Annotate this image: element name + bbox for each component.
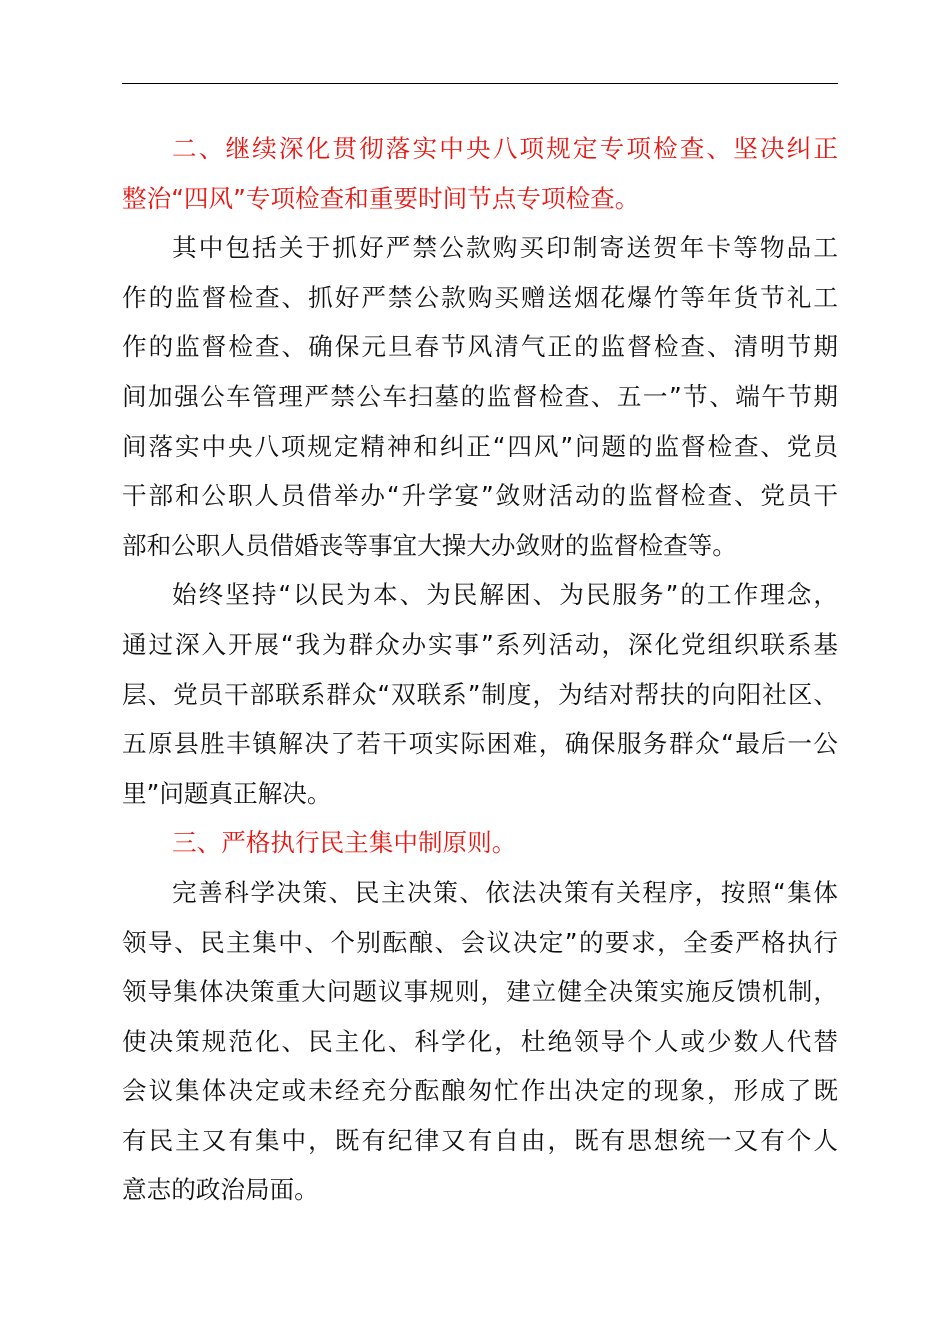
- text-line: 通过深入开展“我为群众办实事”系列活动，深化党组织联系基: [122, 629, 838, 659]
- text-line: 使决策规范化、民主化、科学化，杜绝领导个人或少数人代替: [122, 1026, 838, 1056]
- text-line: 间加强公车管理严禁公车扫墓的监督检查、五一”节、端午节期: [122, 381, 838, 411]
- text-line: 里”问题真正解决。: [122, 778, 332, 808]
- text-line: 二、继续深化贯彻落实中央八项规定专项检查、坚决纠正: [172, 134, 838, 163]
- text-line: 整治“四风”专项检查和重要时间节点专项检查。: [122, 183, 640, 213]
- text-line: 三、严格执行民主集中制原则。: [172, 828, 517, 858]
- text-line: 干部和公职人员借举办“升学宴”敛财活动的监督检查、党员干: [122, 481, 839, 511]
- text-line: 作的监督检查、确保元旦春节风清气正的监督检查、清明节期: [122, 332, 838, 362]
- text-line: 始终坚持“以民为本、为民解困、为民服务”的工作理念，: [172, 580, 838, 610]
- text-line: 完善科学决策、民主决策、依法决策有关程序，按照“集体: [172, 877, 838, 907]
- text-line: 会议集体决定或未经充分酝酿匆忙作出决定的现象，形成了既: [122, 1076, 838, 1106]
- text-line: 意志的政治局面。: [122, 1175, 319, 1205]
- section-heading-three: [122, 818, 838, 868]
- text-line: 五原县胜丰镇解决了若干项实际困难，确保服务群众“最后一公: [122, 729, 838, 759]
- text-line: 其中包括关于抓好严禁公款购买印制寄送贺年卡等物品工: [172, 233, 838, 263]
- text-line: 有民主又有集中，既有纪律又有自由，既有思想统一又有个人: [122, 1125, 838, 1155]
- text-line: 领导集体决策重大问题议事规则，建立健全决策实施反馈机制，: [122, 977, 838, 1007]
- paragraph-democratic-centralism: [122, 868, 838, 1215]
- section-heading-two: [122, 124, 838, 223]
- text-line: 领导、民主集中、个别酝酿、会议决定”的要求，全委严格执行: [122, 927, 838, 957]
- paragraph-service: [122, 570, 838, 818]
- header-rule: [122, 83, 838, 84]
- text-line: 作的监督检查、抓好严禁公款购买赠送烟花爆竹等年货节礼工: [122, 282, 838, 312]
- paragraph-inspections: [122, 223, 838, 570]
- text-line: 间落实中央八项规定精神和纠正“四风”问题的监督检查、党员: [122, 431, 839, 461]
- text-line: 层、党员干部联系群众“双联系”制度，为结对帮扶的向阳社区、: [122, 679, 838, 709]
- text-line: 部和公职人员借婚丧等事宜大操大办敛财的监督检查等。: [122, 530, 737, 560]
- document-body: [122, 124, 838, 1215]
